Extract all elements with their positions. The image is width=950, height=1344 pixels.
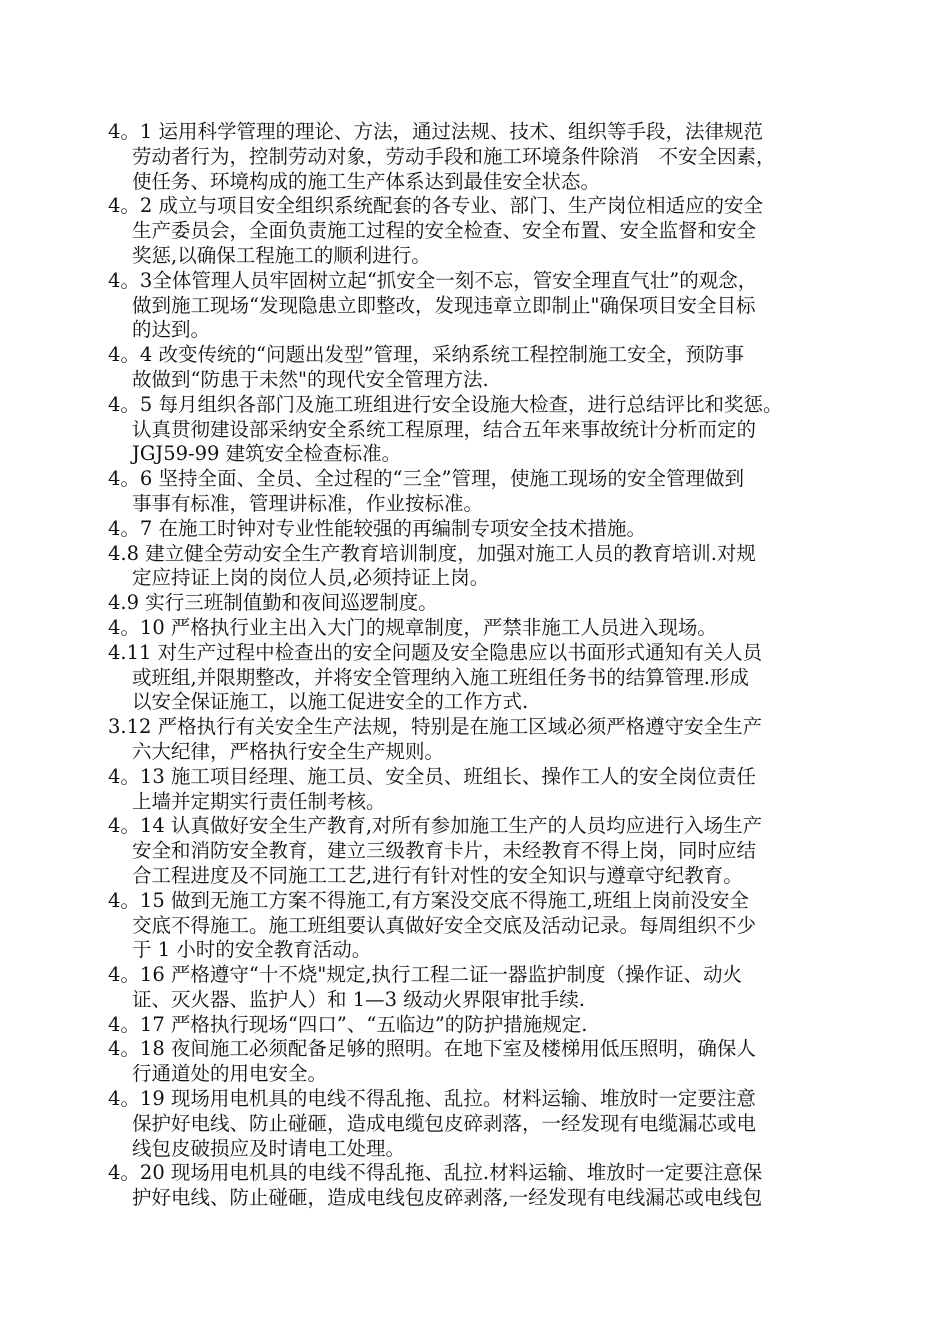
clause-4-6 [108, 467, 868, 517]
clause-line: 奖惩,以确保工程施工的顺利进行。 [132, 243, 431, 267]
clause-line: 4。6 坚持全面、全员、全过程的“三全”管理，使施工现场的安全管理做到 [108, 467, 744, 491]
clause-line: 4。10 严格执行业主出入大门的规章制度，严禁非施工人员进入现场。 [108, 615, 717, 639]
clause-line: 4。17 严格执行现场“四口”、“五临边”的防护措施规定. [108, 1012, 588, 1036]
clause-4-19 [108, 1087, 868, 1161]
clause-3-12 [108, 715, 868, 765]
clause-line: 4。3全体管理人员牢固树立起“抓安全一刻不忘，管安全理直气壮”的观念， [108, 268, 758, 292]
clause-line: 故做到“防患于未然"的现代安全管理方法. [132, 367, 489, 391]
clause-line: 合工程进度及不同施工工艺,进行有针对性的安全知识与遵章守纪教育。 [132, 863, 743, 887]
clause-line: 4。7 在施工时钟对专业性能较强的再编制专项安全技术措施。 [108, 516, 647, 540]
clause-4-10 [108, 616, 868, 641]
clause-line: 认真贯彻建设部采纳安全系统工程原理，结合五年来事故统计分析而定的 [132, 417, 757, 441]
clause-line: 4。16 严格遵守“十不烧"规定,执行工程二证一器监护制度（操作证、动火 [108, 963, 743, 987]
clause-4-9 [108, 591, 868, 616]
clause-line: 事事有标准，管理讲标准，作业按标准。 [132, 491, 484, 515]
clause-line: 4。13 施工项目经理、施工员、安全员、班组长、操作工人的安全岗位责任 [108, 764, 756, 788]
clause-line: 使任务、环境构成的施工生产体系达到最佳安全状态。 [132, 169, 601, 193]
clause-line: 行通道处的用电安全。 [132, 1062, 328, 1086]
clause-4-16 [108, 963, 868, 1013]
clause-line: 护好电线、防止碰砸，造成电线包皮碎剥落,一经发现有电线漏芯或电线包 [132, 1186, 763, 1210]
clause-4-20 [108, 1161, 868, 1211]
clause-line: 3.12 严格执行有关安全生产法规，特别是在施工区域必须严格遵守安全生产 [108, 715, 763, 739]
clause-line: 4。18 夜间施工必须配备足够的照明。在地下室及楼梯用低压照明，确保人 [108, 1037, 756, 1061]
clause-line: 或班组,并限期整改，并将安全管理纳入施工班组任务书的结算管理.形成 [132, 665, 749, 689]
clause-4-13 [108, 765, 868, 815]
clause-line: 上墙并定期实行责任制考核。 [132, 789, 386, 813]
clause-4-1 [108, 120, 868, 194]
clause-line: 4。2 成立与项目安全组织系统配套的各专业、部门、生产岗位相适应的安全 [108, 194, 764, 218]
clause-4-5 [108, 393, 868, 467]
clause-4-17 [108, 1013, 868, 1038]
clause-line: 证、灭火器、监护人）和 1—3 级动火界限审批手续. [132, 987, 585, 1011]
clause-4-7 [108, 517, 868, 542]
document-page [108, 120, 868, 1211]
clause-line: 4.11 对生产过程中检查出的安全问题及安全隐患应以书面形式通知有关人员 [108, 640, 763, 664]
clause-line: 以安全保证施工，以施工促进安全的工作方式. [132, 690, 529, 714]
clause-line: 做到施工现场“发现隐患立即整改，发现违章立即制止"确保项目安全目标 [132, 293, 756, 317]
clause-4-14 [108, 814, 868, 888]
clause-line: 4。14 认真做好安全生产教育,对所有参加施工生产的人员均应进行入场生产 [108, 814, 763, 838]
clause-line: 线包皮破损应及时请电工处理。 [132, 1136, 406, 1160]
clause-line: JGJ59-99 建筑安全检查标准。 [132, 442, 402, 466]
clause-line: 保护好电线、防止碰砸，造成电缆包皮碎剥落，一经发现有电缆漏芯或电 [132, 1111, 757, 1135]
clause-line: 4。20 现场用电机具的电线不得乱拖、乱拉.材料运输、堆放时一定要注意保 [108, 1161, 763, 1185]
clause-4-11 [108, 641, 868, 715]
clause-4-2 [108, 194, 868, 268]
clause-line: 4。19 现场用电机具的电线不得乱拖、乱拉。材料运输、堆放时一定要注意 [108, 1087, 756, 1111]
clause-line: 劳动者行为，控制劳动对象，劳动手段和施工环境条件除消 不安全因素， [132, 144, 776, 168]
clause-line: 于 1 小时的安全教育活动。 [132, 938, 372, 962]
clause-line: 4。15 做到无施工方案不得施工,有方案没交底不得施工,班组上岗前没安全 [108, 888, 749, 912]
clause-4-18 [108, 1037, 868, 1087]
clause-4-8 [108, 542, 868, 592]
clause-line: 生产委员会，全面负责施工过程的安全检查、安全布置、安全监督和安全 [132, 219, 757, 243]
clause-line: 的达到。 [132, 318, 211, 342]
clause-4-15 [108, 889, 868, 963]
clause-line: 4.8 建立健全劳动安全生产教育培训制度，加强对施工人员的教育培训.对规 [108, 541, 756, 565]
clause-line: 4。4 改变传统的“问题出发型”管理，采纳系统工程控制施工安全，预防事 [108, 343, 744, 367]
clause-line: 六大纪律，严格执行安全生产规则。 [132, 739, 445, 763]
clause-line: 4。5 每月组织各部门及施工班组进行安全设施大检查，进行总结评比和奖惩。 [108, 392, 783, 416]
clause-line: 安全和消防安全教育，建立三级教育卡片，未经教育不得上岗，同时应结 [132, 839, 757, 863]
clause-4-3 [108, 269, 868, 343]
clause-line: 4。1 运用科学管理的理论、方法，通过法规、技术、组织等手段，法律规范 [108, 120, 764, 143]
clause-line: 定应持证上岗的岗位人员,必须持证上岗。 [132, 566, 490, 590]
clause-line: 交底不得施工。施工班组要认真做好安全交底及活动记录。每周组织不少 [132, 913, 757, 937]
clause-line: 4.9 实行三班制值勤和夜间巡逻制度。 [108, 591, 438, 615]
clause-4-4 [108, 343, 868, 393]
